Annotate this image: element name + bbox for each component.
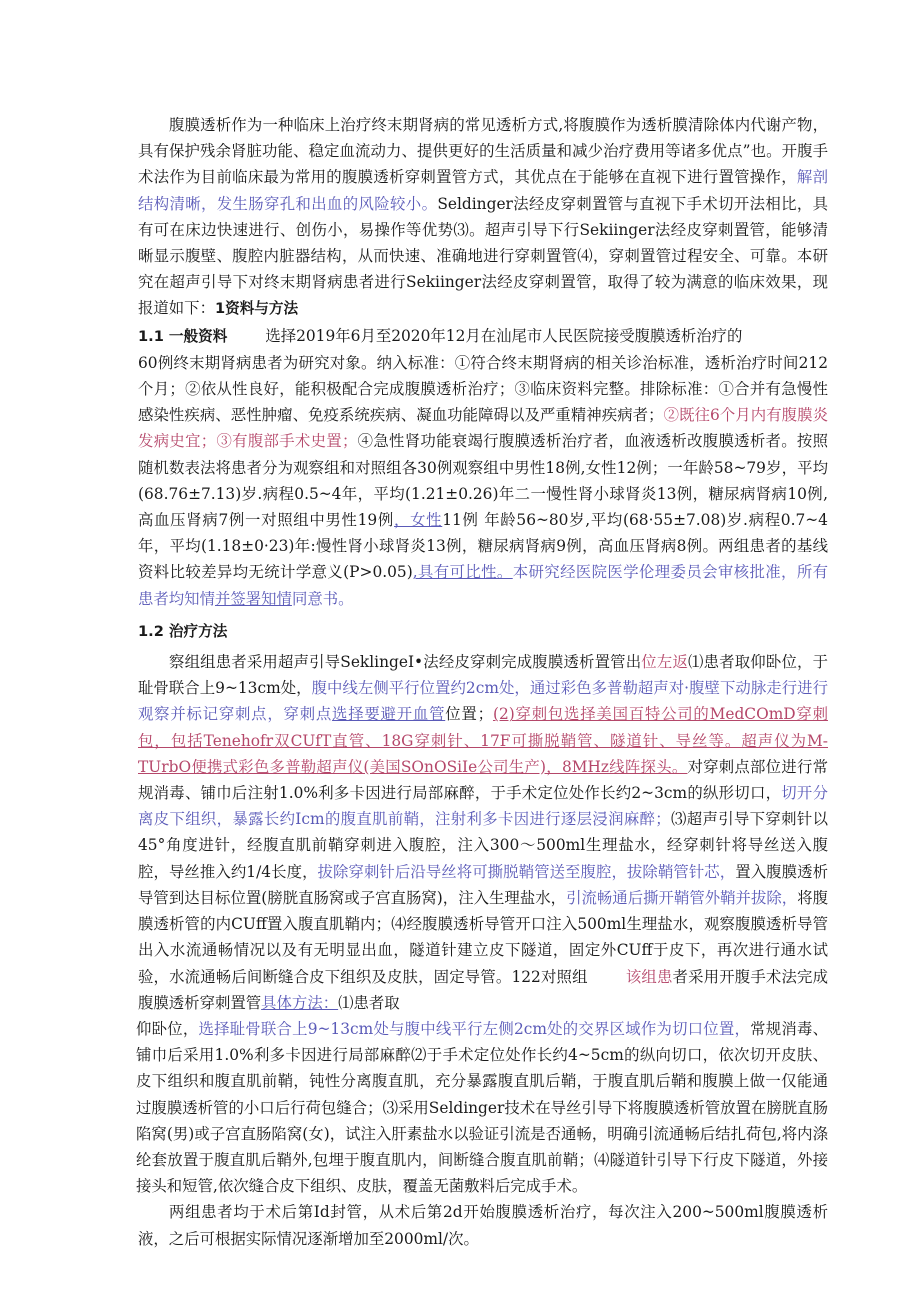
section-1-1-text-1: 选择2019年6月至2020年12月在汕尾市人民医院接受腹膜透析治疗的 xyxy=(265,326,743,345)
section-1-2-sheath-highlight: 拔除穿刺针后沿导丝将可撕脱鞘管送至腹腔，拔除鞘管针芯， xyxy=(317,862,736,881)
section-1-2-method-underline: 具体方法： xyxy=(261,993,339,1012)
section-1-1-text-4: ④急性肾功能衰竭行腹膜透析治疗者，血液透析改腹膜透析者。按照随机数表法将患者分为观察组和对照组各30例观察组中男性18例,女性12例；一年龄58~79岁，平均(68.76±7.13)岁.病程0.5~4年，平均(1.21±0.26)年二一慢性肾小球肾炎13例，糖尿病肾病10例,高血压肾病7例一对照组中男性19例 xyxy=(138,432,828,530)
section-1-2-incision-highlight: 选择耻骨联合上9~13cm处与腹中线平行左侧2cm处的交界区域作为切口位置， xyxy=(198,1019,751,1038)
section-1-2-paragraph xyxy=(138,649,828,1016)
section-1-2-control-heading: 122对照组 xyxy=(511,967,588,986)
section-1-2-dissection-highlight: 切开分离皮下组织，暴露长约Icm的腹直肌前鞘，注射利多卡因进行逐层浸润麻醉； xyxy=(138,784,828,829)
section-1-2-drainage-highlight: 引流畅通后撕开鞘管外鞘并拔除， xyxy=(566,888,798,907)
intro-paragraph xyxy=(138,112,828,323)
section-1-2-text-23: ⑵于手术定位处作长约4~5cm的纵向切口，依次切开皮肤、皮下组织和腹直肌前鞘，钝性分离腹直肌，充分暴露腹直肌后鞘，于腹直肌后鞘和腹膜上做一仅能通过腹膜透析管的小口后行荷包缝合；⑶采用Seldinger技术在导丝引导下将腹膜透析管放置在膀胱直肠陷窝(男)或子宫直肠陷窝(女)，试注入肝素盐水以验证引流是否通畅，明确引流通畅后结扎荷包,将内涤纶套放置于腹直肌后鞘外,包埋于腹直肌内，间断缝合腹直肌前鞘；⑷隧道针引导下行皮下隧道，外接接头和短管,依次缝合皮下组织、皮肤，覆盖无菌敷料后完成手术。 xyxy=(136,1046,828,1196)
section-1-2-text-17: 者采用开腹手术法完成腹膜透析穿刺置管 xyxy=(138,967,828,1012)
section-1-2-puncture-highlight: 腹中线左侧平行位置约2cm处，通过彩色多普勒超声对·腹壁下动脉走行进行观察并标记穿刺点，穿刺点 xyxy=(138,679,828,724)
section-1-1-consent-end: 同意书。 xyxy=(291,589,354,608)
section-1-2-closing-paragraph xyxy=(138,1199,828,1251)
section-1-2-position-highlight: 位左返 xyxy=(641,653,689,672)
section-1-2-text-14: 将腹膜透析管的内CUff置入腹直肌鞘内；⑷经腹膜透析导管开口注入500ml生理盐水，观察腹膜透析导管出入水流通畅情况以及有无明显出血，隧道针建立皮下隧道，固定外CUff于皮下，再次进行通水试验，水流通畅后间断缝合皮下组织及皮肤，固定导管。 xyxy=(138,888,828,986)
intro-text-2: Seldinger法经皮穿刺置管与直视下手术切开法相比，具有可在床边快速进行、创伤小，易操作等优势⑶。超声引导下行Sekiinger法经皮穿刺置管，能够清晰显示腹壁、腹腔内脏器结构，从而快速、准确地进行穿刺置管⑷，穿刺置管过程安全、可靠。本研究在超声引导下对终末期肾病患者进行Sekiinger法经皮穿刺置管，取得了较为满意的临床效果，现报道如下： xyxy=(138,194,828,318)
intro-text-1: 腹膜透析作为一种临床上治疗终末期肾病的常见透析方式,将腹膜作为透析膜清除体内代谢产物，具有保护残余肾脏功能、稳定血流动力、提供更好的生活质量和减少治疗费用等诸多优点”也。开腹手术法作为目前临床最为常用的腹膜透析穿刺置管方式，其优点在于能够在直视下进行置管操作， xyxy=(138,116,828,187)
section-1-1-paragraph xyxy=(138,350,828,612)
section-1-1-heading-line xyxy=(138,323,828,350)
section-1-2-text-6: 位置； xyxy=(445,705,493,724)
section-1-2-text-12: 置入腹膜透析导管到达目标位置(膀胱直肠窝或子宫直肠窝)，注入生理盐水， xyxy=(138,862,828,907)
section-1-1-exclusion-highlight: ②既往6个月内有腹膜炎发病史宜；③有腹部手术史置； xyxy=(138,406,828,451)
section-1-2-text-20: 仰卧位， xyxy=(136,1019,199,1038)
section-1-2-text-24: 两组患者均于术后第Id封管，从术后第2d开始腹膜透析治疗，每次注入200~500ml腹膜透析液，之后可根据实际情况逐渐增加至2000ml/次。 xyxy=(138,1203,828,1248)
section-1-2-text-3: ⑴患者取仰卧位，于耻骨联合上9~13cm处， xyxy=(138,653,828,698)
section-1-2-vessel-underline: 选择要避开血管 xyxy=(332,705,446,724)
section-1-2-equipment-highlight: (2)穿刺包选择美国百特公司的MedCOmD穿刺包，包括Tenehofr双CUfT直管、18G穿刺针、17F可撕脱鞘管、隧道针、导丝等。超声仪为M-TUrbO便携式彩色多普勒超声仪(美国SOnOSiIe公司生产)，8MHz线阵探头。 xyxy=(138,705,828,776)
intro-highlight: 解剖结构清晰，发生肠穿孔和出血的风险较小。 xyxy=(138,168,828,213)
section-1-1-female-highlight: ，女性 xyxy=(394,511,443,530)
section-1-2-text-10: ⑶超声引导下穿刺针以45°角度进针，经腹直肌前鞘穿刺进入腹腔，注入300～500ml生理盐水，经穿刺针将导丝送入腹腔，导丝推入约1/4长度， xyxy=(138,810,828,881)
section-1-2-text-22: 常规消毒、铺巾后采用1.0%利多卡因进行局部麻醉 xyxy=(136,1019,828,1065)
section-1-2-text-1: 察组组患者采用超声引导SeklingeI•法经皮穿刺完成腹膜透析置管出 xyxy=(169,653,642,672)
section-1-2-text-8: 对穿刺点部位进行常规消毒、铺巾后注射1.0%利多卡因进行局部麻醉，于手术定位处作长约2~3cm的纵形切口， xyxy=(138,757,828,803)
section-1-heading: 1资料与方法 xyxy=(214,300,299,318)
section-1-1-consent-underline: 并签署知情 xyxy=(214,589,292,608)
section-1-2-heading: 1.2 治疗方法 xyxy=(138,622,228,640)
section-1-2-text-19: ⑴患者取 xyxy=(338,993,400,1012)
section-1-2-heading-line xyxy=(138,618,828,645)
section-1-2-control-paragraph xyxy=(136,1016,828,1199)
document-page xyxy=(138,112,828,1252)
section-1-1-ethics-highlight: 本研究经医院医学伦理委员会审核批准，所有患者均知情 xyxy=(138,563,828,608)
section-1-1-text-6: 11例 年龄56~80岁,平均(68·55±7.08)岁.病程0.7~4年，平均(1.18±0·23)年:慢性肾小球肾炎13例，糖尿病肾病9例，高血压肾病8例。两组患者的基线资料比较差异均无统计学意义(P>0.05) xyxy=(138,511,828,582)
section-1-1-heading: 1.1 一般资料 xyxy=(138,327,228,345)
section-1-1-text-2: 60例终末期肾病患者为研究对象。纳入标准：①符合终末期肾病的相关诊治标准，透析治疗时间212个月；②依从性良好，能积极配合完成腹膜透析治疗；③临床资料完整。排除标准：①合并有急慢性感染性疾病、恶性肿瘤、免疫系统疾病、凝血功能障碍以及严重精神疾病者； xyxy=(138,353,828,425)
section-1-2-control-group-highlight: 该组患 xyxy=(625,967,673,986)
section-1-1-comparable-highlight: ,具有可比性。 xyxy=(412,563,513,582)
